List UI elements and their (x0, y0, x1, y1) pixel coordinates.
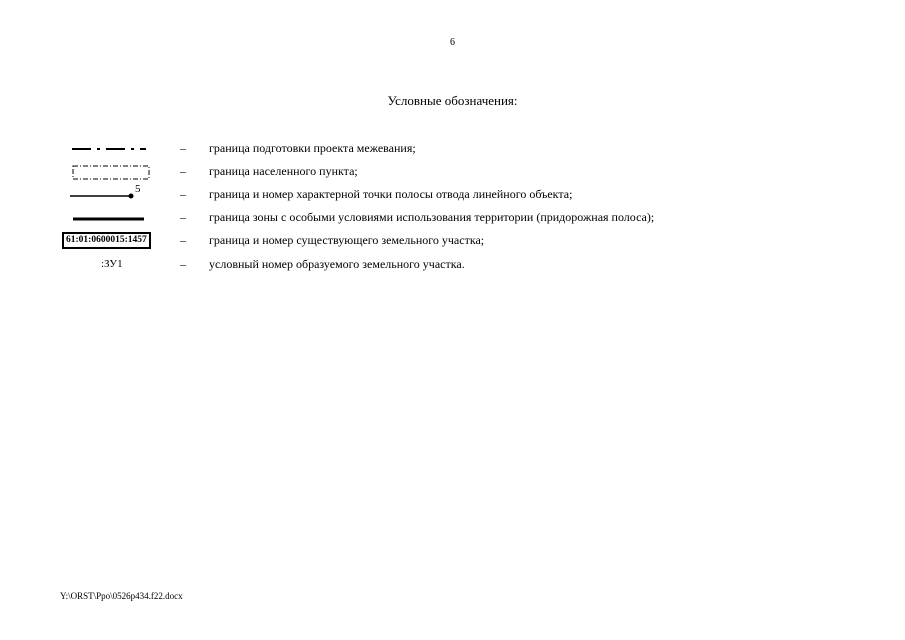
parcel-box-icon (60, 231, 170, 251)
legend-item-label: граница и номер характерной точки полосы отвода линейного объекта; (209, 187, 573, 201)
legend-item (60, 255, 860, 275)
legend-dash: – (180, 257, 186, 271)
legend-item (60, 231, 860, 251)
legend-title: Условные обозначения: (387, 93, 518, 108)
legend-item-label: граница зоны с особыми условиями использования территории (придорожная полоса); (209, 210, 655, 224)
legend-item (60, 185, 860, 205)
parcel-number: 61:01:0600015:1457 (62, 232, 151, 249)
page-number: 6 (450, 37, 455, 48)
thick-line-icon (60, 208, 170, 228)
footer-file-path: Y:\ORST\Ppo\0526p434.f22.docx (60, 591, 183, 601)
legend-item (60, 139, 860, 159)
legend-item-label: граница населенного пункта; (209, 164, 358, 178)
legend-dash: – (180, 210, 186, 224)
legend-item-label: условный номер образуемого земельного участка. (209, 257, 465, 271)
legend-item-label: граница подготовки проекта межевания; (209, 141, 416, 155)
point-number: 5 (135, 183, 141, 195)
legend-item (60, 208, 860, 228)
line-with-point-icon (60, 185, 170, 205)
legend-dash: – (180, 164, 186, 178)
legend-dash: – (180, 187, 186, 201)
dashed-box-icon (60, 162, 170, 182)
legend-item (60, 162, 860, 182)
zu-label: :ЗУ1 (101, 258, 123, 270)
legend-item-label: граница и номер существующего земельного участка; (209, 233, 485, 247)
zu-label-symbol (60, 255, 170, 275)
dash-dot-line-icon (60, 139, 170, 159)
legend-dash: – (180, 233, 186, 247)
legend-dash: – (180, 141, 186, 155)
